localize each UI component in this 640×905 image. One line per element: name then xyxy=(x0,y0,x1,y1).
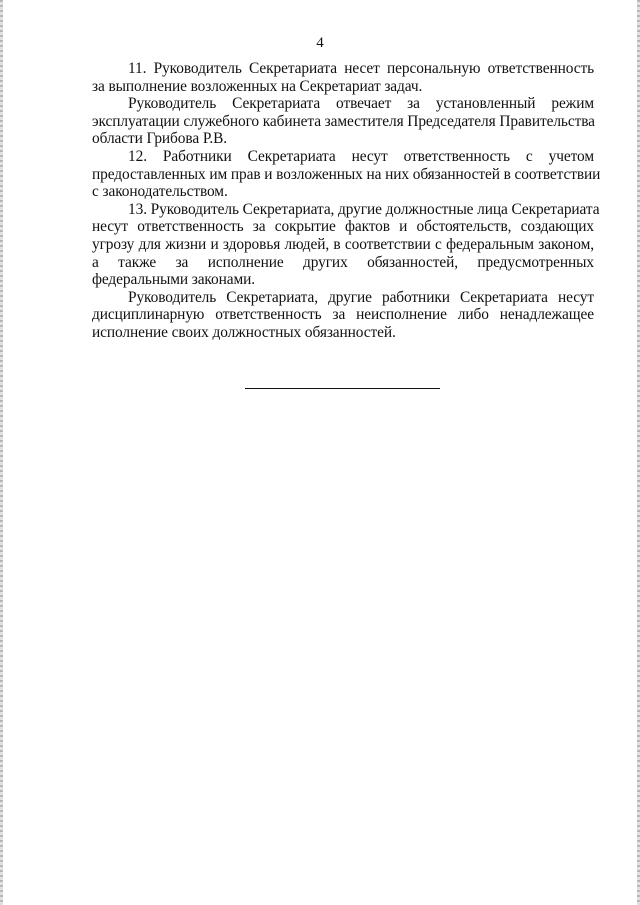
text-line: угрозу для жизни и здоровья людей, в соответствии с федеральным законом, xyxy=(92,235,594,253)
text-line: 11. Руководитель Секретариата несет персональную ответственность xyxy=(128,60,594,77)
paragraph-office-regime xyxy=(92,95,594,148)
paragraph-disciplinary xyxy=(92,289,594,342)
page-number: 4 xyxy=(316,35,324,51)
document-body xyxy=(92,60,601,342)
text-line: 12. Работники Секретариата несут ответственность с учетом xyxy=(128,147,594,165)
text-line: исполнение своих должностных обязанностей. xyxy=(92,323,396,341)
text-line: за выполнение возложенных на Секретариат задач. xyxy=(92,77,423,95)
text-line: Руководитель Секретариата отвечает за установленный режим xyxy=(128,95,594,113)
text-line: дисциплинарную ответственность за неисполнение либо ненадлежащее xyxy=(92,306,594,324)
text-line: с законодательством. xyxy=(92,183,228,201)
paragraph-13 xyxy=(92,200,600,289)
text-line: области Грибова Р.В. xyxy=(92,130,228,148)
text-line: предоставленных им прав и возложенных на них обязанностей в соответствии xyxy=(92,165,601,183)
text-line: эксплуатации служебного кабинета заместителя Председателя Правительства xyxy=(92,112,595,130)
scan-left-edge xyxy=(0,0,3,905)
text-line: а также за исполнение других обязанностей, предусмотренных xyxy=(92,253,594,271)
text-line: Руководитель Секретариата, другие работники Секретариата несут xyxy=(128,288,594,306)
paragraph-12 xyxy=(92,147,601,201)
text-line: федеральными законами. xyxy=(92,271,256,289)
paragraph-11 xyxy=(92,60,594,95)
text-line: несут ответственность за сокрытие фактов и обстоятельств, создающих xyxy=(92,218,594,236)
closing-rule xyxy=(245,388,440,389)
text-line: 13. Руководитель Секретариата, другие должностные лица Секретариата xyxy=(128,200,600,218)
